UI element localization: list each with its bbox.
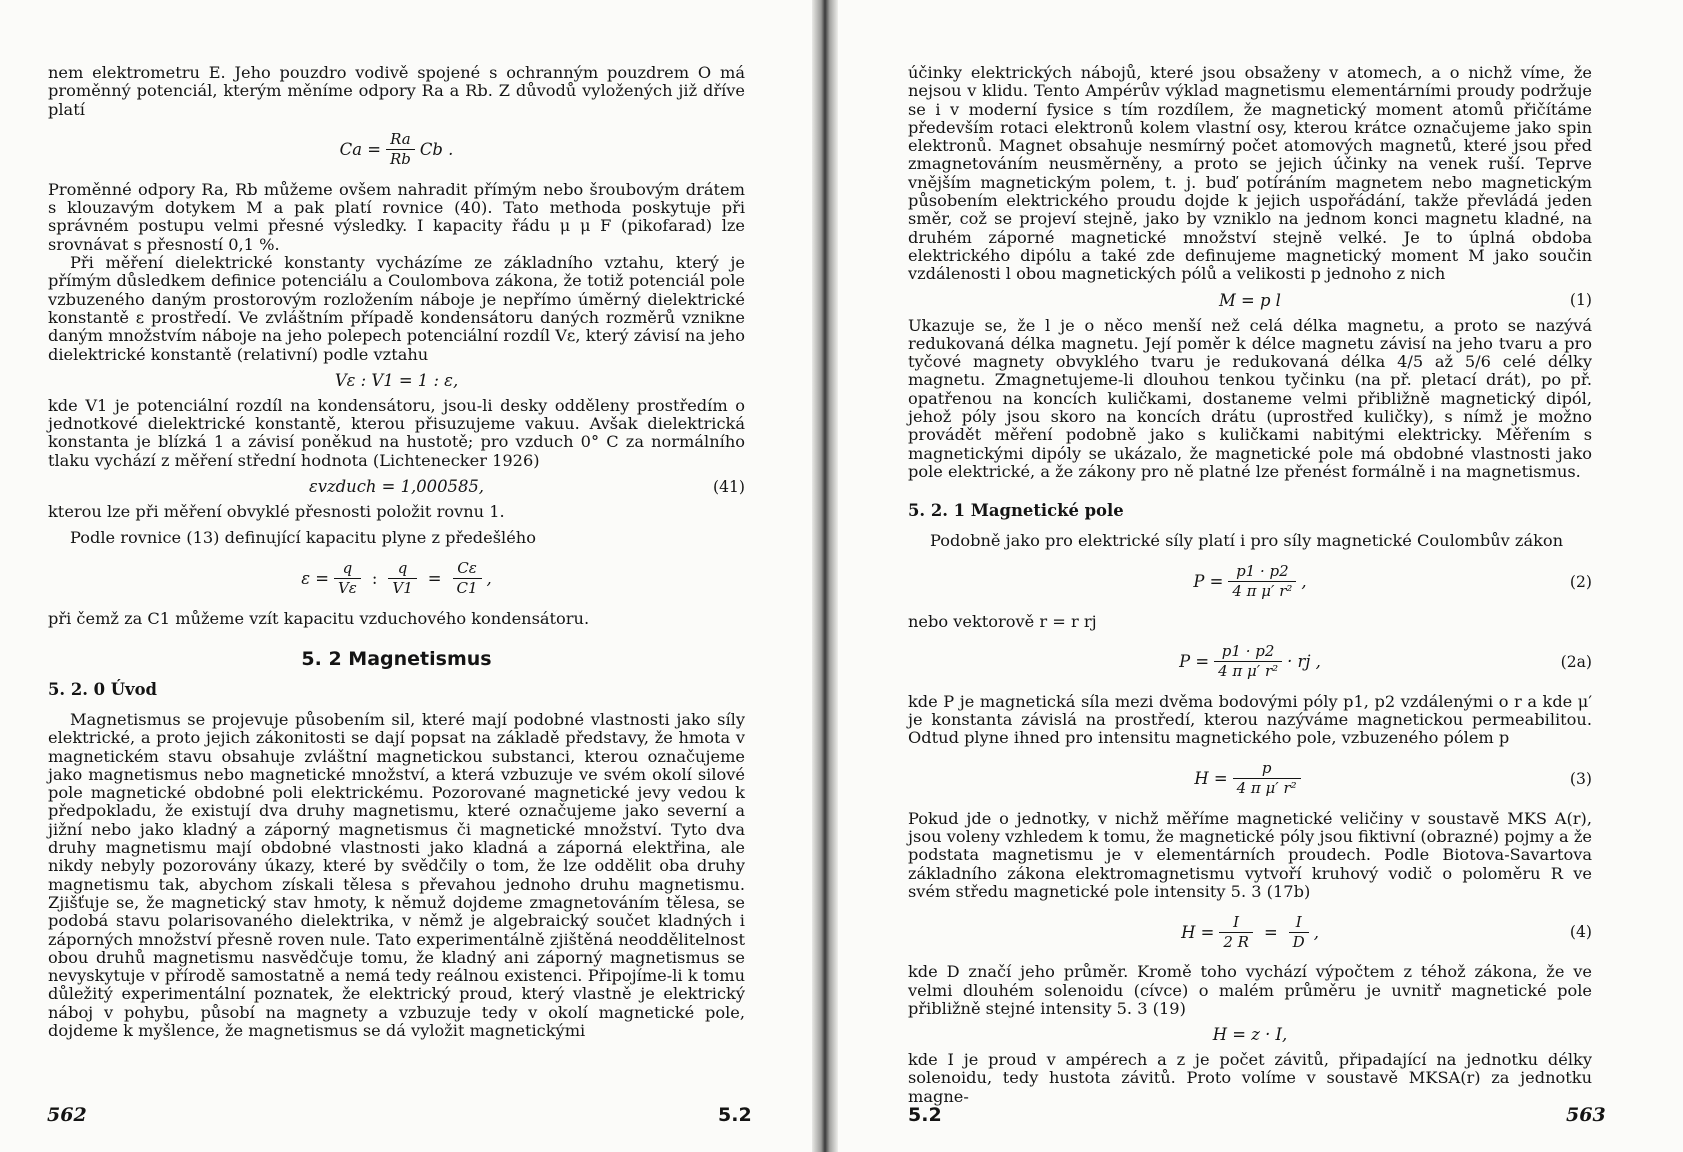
fraction <box>453 559 482 598</box>
eq-lhs: H = <box>1181 922 1215 942</box>
paragraph: Podobně jako pro elektrické síly platí i pro síly magnetické Coulombův zákon <box>930 531 1564 551</box>
numerator: q <box>397 559 408 578</box>
paragraph: účinky elektrických nábojů, které jsou obsaženy v atomech, a o nichž víme, že nejsou v klidu. Tento Ampérův výklad magnetismu elementárními proudy podržuje se i v moderní fysice s tím rozdílem, že magnetický moment atomů přičítáme především rotaci elektronů kolem vlastní osy, kterou krátce označujeme jako spin elektronů. Magnet obsahuje nesmírný počet atomových magnetů, které jsou před zmagnetováním neusměrněny, a proto se jejich účinky na venek ruší. Teprve vnějším magnetickým polem, t. j. buď potíráním magnetem nebo magnetickým působením elektrického proudu dojde k jejich uspořádání, takže převládá jeden směr, což se projeví stejně, jako by vzniklo na jednom konci magnetu kladné, na druhém záporné magnetické množství stejně velké. Je to úplná obdoba elektrického dipólu a také zde definujeme magnetický moment M jako součin vzdálenosti l obou magnetických pólů a velikosti p jednoho z nich <box>908 63 1592 284</box>
eq-lhs: Ca = <box>339 140 381 160</box>
section-title: 5. 2 Magnetismus <box>301 647 492 670</box>
paragraph: Podle rovnice (13) definující kapacitu plyne z předešlého <box>70 528 536 548</box>
subsection-title: 5. 2. 1 Magnetické pole <box>908 501 1124 521</box>
operator: = <box>1263 922 1278 942</box>
equation-1 <box>908 291 1592 310</box>
paragraph: Proměnné odpory Ra, Rb můžeme ovšem nahradit přímým nebo šroubovým drátem s klouzavým dotykem M a pak platí rovnice (40). Tato methoda poskytuje při správném postupu velmi přesné výsledky. I kapacity řádu μ μ F (pikofarad) lze srovnávat s přesností 0,1 %. <box>48 179 745 254</box>
section-footer: 5.2 <box>718 1104 752 1126</box>
left-text-column <box>48 64 745 1040</box>
numerator: Ra <box>390 130 411 149</box>
eq-tail: , <box>1313 922 1319 942</box>
denominator: Rb <box>386 149 415 169</box>
eq-tail: , <box>486 569 492 589</box>
paragraph: při čemž za C1 můžeme vzít kapacitu vzduchového kondensátoru. <box>48 608 590 628</box>
denominator: 4 π μ′ r² <box>1233 778 1301 798</box>
equation-capacity-ratio <box>48 126 745 174</box>
equation-41 <box>48 477 745 496</box>
eq-lhs: ε = <box>301 569 329 589</box>
denominator: 4 π μ′ r² <box>1214 661 1282 681</box>
eq-lhs: P = <box>1193 572 1224 592</box>
equation-number: (2) <box>1569 572 1592 591</box>
equation-number: (1) <box>1569 291 1592 310</box>
equation-solenoid <box>908 1025 1592 1044</box>
equation-2 <box>908 558 1592 606</box>
equation-3 <box>908 755 1592 803</box>
denominator: 4 π μ′ r² <box>1228 581 1296 601</box>
equation-number: (41) <box>712 477 745 496</box>
right-text-column <box>908 64 1592 1106</box>
section-footer: 5.2 <box>908 1104 942 1126</box>
subsection-title: 5. 2. 0 Úvod <box>48 679 157 699</box>
numerator: Cε <box>457 559 477 578</box>
fraction <box>1219 913 1253 952</box>
fraction <box>1233 759 1301 798</box>
eq-text: εvzduch = 1,000585, <box>308 477 485 497</box>
numerator: p <box>1261 759 1272 778</box>
denominator: C1 <box>453 578 482 598</box>
numerator: p1 · p2 <box>1221 642 1275 661</box>
equation-number: (2a) <box>1560 652 1592 671</box>
page-number: 563 <box>1566 1104 1606 1126</box>
operator: = <box>427 569 442 589</box>
eq-tail: , <box>1301 572 1307 592</box>
equation-number: (3) <box>1569 769 1592 788</box>
right-page <box>838 0 1683 1152</box>
fraction <box>334 559 361 598</box>
denominator: Vε <box>334 578 361 598</box>
paragraph: Pokud jde o jednotky, v nichž měříme magnetické veličiny v soustavě MKS A(r), jsou voleny vzhledem k tomu, že magnetické póly jsou fiktivní (obrazné) pojmy a že podstata magnetismu je v elementárních proudech. Podle Biotova-Savartova základního zákona elektromagnetismu vytvoří kruhový vodič o poloměru R ve svém středu magnetické pole intensity 5. 3 (17b) <box>908 808 1592 901</box>
numerator: q <box>342 559 353 578</box>
paragraph: kde P je magnetická síla mezi dvěma bodovými póly p1, p2 vzdálenými o r a kde μ′ je konstanta závislá na prostředí, kterou nazýváme magnetickou permeabilitou. Odtud plyne ihned pro intensitu magnetického pole, vzbuzeného pólem p <box>908 691 1592 748</box>
paragraph: kde V1 je potenciální rozdíl na kondensátoru, jsou-li desky odděleny prostředím o jednotkové dielektrické konstantě, kterou přisuzujeme vakuu. Avšak dielektrická konstanta je blízká 1 a závisí poněkud na hustotě; pro vzduch 0° C za normálního tlaku vychází z měření střední hodnota (Lichtenecker 1926) <box>48 395 745 470</box>
denominator: D <box>1289 932 1309 952</box>
paragraph: kde I je proud v ampérech a z je počet závitů, připadající na jednotku délky solenoidu, tedy hustota závitů. Proto volíme v soustavě MKSA(r) za jednotku magne- <box>908 1050 1592 1106</box>
paragraph: nebo vektorově r = r rj <box>908 611 1097 631</box>
fraction <box>386 130 415 169</box>
numerator: I <box>1233 912 1240 931</box>
fraction <box>388 559 416 598</box>
operator: : <box>371 569 378 589</box>
fraction <box>1214 642 1282 681</box>
denominator: 2 R <box>1219 932 1253 952</box>
paragraph: kde D značí jeho průměr. Kromě toho vychází výpočtem z téhož zákona, že ve velmi dlouhém solenoidu (cívce) o malém průměru je uvnitř magnetické pole přibližně stejné intensity 5. 3 (19) <box>908 962 1592 1018</box>
equation-2a <box>908 638 1592 686</box>
equation-epsilon <box>48 555 745 603</box>
numerator: I <box>1295 912 1302 931</box>
eq-rhs: Cb . <box>419 140 454 160</box>
paragraph: nem elektrometru E. Jeho pouzdro vodivě spojené s ochranným pouzdrem O má proměnný potenciál, kterým měníme odpory Ra a Rb. Z důvodů vyložených již dříve platí <box>48 63 745 119</box>
equation-number: (4) <box>1569 923 1592 942</box>
eq-text: H = z · I, <box>1212 1025 1288 1045</box>
eq-lhs: P = <box>1179 652 1210 672</box>
eq-tail: · rj , <box>1287 652 1321 672</box>
paragraph: Ukazuje se, že l je o něco menší než celá délka magnetu, a proto se nazývá redukovaná délka magnetu. Její poměr k délce magnetu závisí na jeho tvaru a pro tyčové magnety obvyklého tvaru je redukovaná délka 4/5 až 5/6 celé délky magnetu. Zmagnetujeme-li dlouhou tenkou tyčinku (na př. pletací drát), po př. opatřenou na koncích kuličkami, dostaneme velmi přibližně magnetický dipól, jehož póly jsou skoro na koncích drátu (uprostřed kuličky), s nímž je možno provádět měření podobně jako s kuličkami nabitými elektricky. Měřením s magnetickými dipóly se ukázalo, že magnetické pole má obdobné vlastnosti jako pole elektrické, a že zákony pro ně platné lze přenést formálně i na magnetismus. <box>908 315 1592 481</box>
numerator: p1 · p2 <box>1236 562 1289 581</box>
paragraph: Při měření dielektrické konstanty vycházíme ze základního vztahu, který je přímým důsledkem definice potenciálu a Coulombova zákona, že totiž potenciál pole vzbuzeného daným prostorovým rozložením náboje je nepřímo úměrný dielektrické konstantě ε prostředí. Ve zvláštním případě kondensátoru daných rozměrů vznikne daným množstvím náboje na jeho polepech potenciální rozdíl Vε, který závisí na jeho dielektrické konstantě (relativní) podle vztahu <box>48 253 745 364</box>
left-page <box>0 0 812 1152</box>
fraction <box>1289 913 1309 952</box>
book-gutter <box>812 0 838 1152</box>
equation-potential-ratio <box>48 371 745 390</box>
eq-text: M = p l <box>1219 290 1281 310</box>
paragraph: Magnetismus se projevuje působením sil, které mají podobné vlastnosti jako síly elektrické, a proto jejich zákonitosti se dají popsat na základě představy, že hmota v magnetickém stavu obsahuje zvláštní magnetickou substanci, kterou označujeme jako magnetismus nebo magnetické množství, a která vzbuzuje ve svém okolí silové pole magnetické obdobné poli elektrickému. Pozorované magnetické jevy vedou k předpokladu, že existují dva druhy magnetismu, které označujeme jako severní a jižní nebo jako kladný a záporný magnetismus či magnetické množství. Tyto dva druhy magnetismu mají obdobné vlastnosti jako kladná a záporná elektřina, ale nikdy nebyly pozorovány úkazy, které by svědčily o tom, že lze oddělit oba druhy magnetismu tak, abychom získali tělesa s převahou jednoho druhu magnetismu. Zjišťuje se, že magnetický stav hmoty, k němuž dojdeme zmagnetováním tělesa, se podobá stavu polarisovaného dielektrika, v němž je algebraický součet kladných i záporných množství přesně roven nule. Tato experimentálně zjištěná neoddělitelnost obou druhů magnetismu nasvědčuje tomu, že kladný ani záporný magnetismus se nevyskytuje v přírodě samostatně a nemá tedy reálnou existenci. Připojíme-li k tomu důležitý experimentální poznatek, že elektrický proud, který vlastně je elektrický náboj v pohybu, působí na magnety a vzbuzuje tedy v okolí magnetické pole, dojdeme k myšlence, že magnetismus se dá vyložit magnetickými <box>48 709 745 1040</box>
fraction <box>1228 562 1296 601</box>
denominator: V1 <box>388 578 416 598</box>
paragraph: kterou lze při měření obvyklé přesnosti položit rovnu 1. <box>48 502 505 522</box>
page-number: 562 <box>47 1104 87 1126</box>
equation-4 <box>908 908 1592 956</box>
eq-text: Vε : V1 = 1 : ε, <box>334 370 459 390</box>
eq-lhs: H = <box>1194 769 1228 789</box>
